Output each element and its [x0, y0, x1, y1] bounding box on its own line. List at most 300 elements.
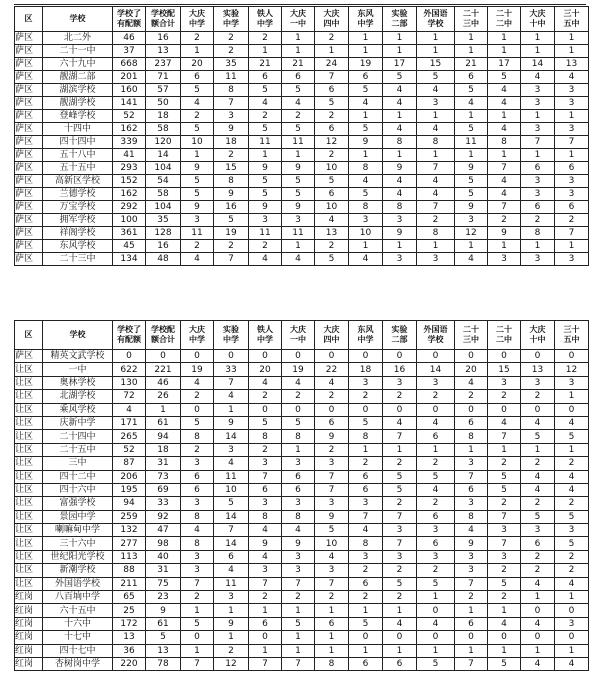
- value-cell: 6: [181, 483, 214, 496]
- value-cell: 0: [417, 631, 455, 644]
- district-cell: 让区: [15, 416, 43, 429]
- value-cell: 7: [488, 201, 521, 214]
- value-cell: 57: [146, 84, 181, 97]
- value-cell: 1: [383, 45, 417, 58]
- value-cell: 72: [113, 390, 146, 403]
- value-cell: 9: [455, 537, 488, 550]
- school-cell: 庆新中学: [43, 416, 113, 429]
- value-cell: 7: [249, 657, 282, 670]
- value-cell: 2: [349, 591, 383, 604]
- value-cell: 52: [113, 110, 146, 123]
- school-cell: 一中: [43, 363, 113, 376]
- district-cell: 让区: [15, 390, 43, 403]
- value-cell: 2: [249, 240, 282, 253]
- value-cell: 47: [146, 524, 181, 537]
- table-row: [15, 175, 589, 188]
- value-cell: 1: [521, 149, 555, 162]
- value-cell: 1: [181, 149, 214, 162]
- value-cell: 4: [555, 470, 589, 483]
- value-cell: 3: [488, 253, 521, 266]
- district-cell: 让区: [15, 524, 43, 537]
- value-cell: 361: [113, 227, 146, 240]
- value-cell: 7: [455, 577, 488, 590]
- value-cell: 1: [555, 390, 589, 403]
- value-cell: 9: [249, 201, 282, 214]
- value-cell: 6: [181, 71, 214, 84]
- value-cell: 2: [555, 214, 589, 227]
- school-cell: 兰德学校: [43, 188, 113, 201]
- value-cell: 6: [521, 537, 555, 550]
- value-cell: 13: [146, 644, 181, 657]
- value-cell: 1: [349, 644, 383, 657]
- value-cell: 1: [488, 443, 521, 456]
- value-cell: 1: [488, 45, 521, 58]
- table-header-row: [15, 7, 589, 32]
- school-cell: 三十六中: [43, 537, 113, 550]
- value-cell: 3: [282, 550, 315, 563]
- school-cell: 北二外: [43, 32, 113, 45]
- value-cell: 265: [113, 430, 146, 443]
- value-cell: 5: [383, 71, 417, 84]
- value-cell: 2: [181, 240, 214, 253]
- value-cell: 11: [282, 136, 315, 149]
- value-cell: 3: [521, 524, 555, 537]
- value-cell: 5: [315, 175, 349, 188]
- value-cell: 4: [315, 550, 349, 563]
- value-cell: 26: [146, 390, 181, 403]
- value-cell: 0: [417, 604, 455, 617]
- table-row: [15, 524, 589, 537]
- value-cell: 0: [555, 350, 589, 363]
- value-cell: 7: [488, 510, 521, 523]
- column-header: 大庆 四中: [315, 7, 349, 32]
- value-cell: 7: [555, 136, 589, 149]
- value-cell: 13: [113, 631, 146, 644]
- value-cell: 11: [214, 470, 249, 483]
- column-header: 实验 二部: [383, 321, 417, 350]
- district-cell: 让区: [15, 497, 43, 510]
- column-header: 学校: [43, 321, 113, 350]
- value-cell: 5: [521, 430, 555, 443]
- value-cell: 0: [249, 403, 282, 416]
- value-cell: 6: [417, 430, 455, 443]
- value-cell: 35: [214, 58, 249, 71]
- value-cell: 8: [315, 657, 349, 670]
- value-cell: 3: [521, 253, 555, 266]
- district-cell: 萨区: [15, 97, 43, 110]
- value-cell: 5: [417, 577, 455, 590]
- value-cell: 4: [488, 175, 521, 188]
- value-cell: 1: [249, 604, 282, 617]
- value-cell: 4: [488, 617, 521, 630]
- school-cell: 精英文武学校: [43, 350, 113, 363]
- value-cell: 4: [214, 457, 249, 470]
- value-cell: 2: [315, 390, 349, 403]
- value-cell: 19: [349, 58, 383, 71]
- value-cell: 35: [146, 214, 181, 227]
- value-cell: 4: [455, 253, 488, 266]
- value-cell: 668: [113, 58, 146, 71]
- value-cell: 6: [521, 201, 555, 214]
- value-cell: 0: [521, 403, 555, 416]
- table-row: [15, 617, 589, 630]
- value-cell: 5: [383, 470, 417, 483]
- value-cell: 1: [349, 110, 383, 123]
- value-cell: 5: [249, 416, 282, 429]
- value-cell: 22: [315, 363, 349, 376]
- value-cell: 0: [555, 403, 589, 416]
- value-cell: 73: [146, 470, 181, 483]
- value-cell: 16: [383, 363, 417, 376]
- table-row: [15, 227, 589, 240]
- value-cell: 6: [282, 483, 315, 496]
- value-cell: 0: [383, 631, 417, 644]
- school-cell: 五十五中: [43, 162, 113, 175]
- value-cell: 9: [282, 201, 315, 214]
- value-cell: 8: [417, 227, 455, 240]
- value-cell: 3: [282, 497, 315, 510]
- value-cell: 2: [488, 457, 521, 470]
- value-cell: 221: [146, 363, 181, 376]
- column-header: 区: [15, 321, 43, 350]
- column-header: 二十 二中: [488, 7, 521, 32]
- value-cell: 3: [455, 550, 488, 563]
- value-cell: 1: [555, 240, 589, 253]
- district-cell: 萨区: [15, 188, 43, 201]
- value-cell: 3: [417, 376, 455, 389]
- value-cell: 3: [282, 457, 315, 470]
- value-cell: 5: [181, 617, 214, 630]
- school-cell: 六十九中: [43, 58, 113, 71]
- value-cell: 5: [555, 510, 589, 523]
- value-cell: 1: [488, 240, 521, 253]
- value-cell: 132: [113, 524, 146, 537]
- school-cell: 世纪阳光学校: [43, 550, 113, 563]
- table-row: [15, 253, 589, 266]
- value-cell: 0: [181, 350, 214, 363]
- value-cell: 4: [555, 577, 589, 590]
- value-cell: 2: [488, 564, 521, 577]
- value-cell: 0: [417, 403, 455, 416]
- value-cell: 3: [488, 376, 521, 389]
- value-cell: 5: [249, 175, 282, 188]
- value-cell: 3: [488, 524, 521, 537]
- value-cell: 3: [417, 550, 455, 563]
- value-cell: 3: [349, 497, 383, 510]
- value-cell: 0: [383, 403, 417, 416]
- value-cell: 3: [521, 188, 555, 201]
- school-cell: 十七中: [43, 631, 113, 644]
- value-cell: 7: [417, 201, 455, 214]
- value-cell: 46: [146, 376, 181, 389]
- value-cell: 3: [521, 123, 555, 136]
- value-cell: 17: [383, 58, 417, 71]
- value-cell: 2: [181, 591, 214, 604]
- school-cell: 外国语学校: [43, 577, 113, 590]
- value-cell: 3: [249, 457, 282, 470]
- value-cell: 16: [146, 32, 181, 45]
- value-cell: 4: [349, 524, 383, 537]
- value-cell: 3: [455, 214, 488, 227]
- value-cell: 2: [315, 32, 349, 45]
- value-cell: 14: [214, 537, 249, 550]
- value-cell: 8: [349, 430, 383, 443]
- value-cell: 3: [383, 253, 417, 266]
- value-cell: 1: [521, 644, 555, 657]
- value-cell: 25: [113, 604, 146, 617]
- value-cell: 21: [455, 58, 488, 71]
- school-cell: 六十五中: [43, 604, 113, 617]
- value-cell: 8: [455, 430, 488, 443]
- district-cell: 萨区: [15, 175, 43, 188]
- value-cell: 1: [214, 604, 249, 617]
- value-cell: 8: [349, 537, 383, 550]
- value-cell: 7: [315, 470, 349, 483]
- district-cell: 让区: [15, 443, 43, 456]
- value-cell: 1: [349, 45, 383, 58]
- table-row: [15, 457, 589, 470]
- value-cell: 0: [315, 350, 349, 363]
- value-cell: 13: [555, 58, 589, 71]
- value-cell: 1: [181, 45, 214, 58]
- value-cell: 7: [521, 136, 555, 149]
- table-row: [15, 350, 589, 363]
- value-cell: 5: [249, 84, 282, 97]
- district-cell: 让区: [15, 577, 43, 590]
- value-cell: 9: [214, 617, 249, 630]
- table-body: [15, 350, 589, 671]
- school-cell: 万宝学校: [43, 201, 113, 214]
- value-cell: 0: [181, 631, 214, 644]
- value-cell: 1: [315, 604, 349, 617]
- value-cell: 2: [181, 443, 214, 456]
- value-cell: 9: [315, 430, 349, 443]
- value-cell: 4: [282, 524, 315, 537]
- value-cell: 1: [282, 149, 315, 162]
- value-cell: 160: [113, 84, 146, 97]
- value-cell: 2: [315, 110, 349, 123]
- value-cell: 0: [113, 350, 146, 363]
- value-cell: 1: [455, 32, 488, 45]
- quota-table-1: [14, 6, 589, 266]
- school-cell: 湖滨学校: [43, 84, 113, 97]
- value-cell: 11: [455, 136, 488, 149]
- value-cell: 1: [488, 110, 521, 123]
- value-cell: 5: [249, 123, 282, 136]
- value-cell: 0: [282, 403, 315, 416]
- value-cell: 0: [455, 631, 488, 644]
- column-header: 学校配 额合计: [146, 321, 181, 350]
- value-cell: 1: [521, 32, 555, 45]
- value-cell: 2: [315, 591, 349, 604]
- district-cell: 萨区: [15, 110, 43, 123]
- value-cell: 33: [146, 497, 181, 510]
- value-cell: 3: [555, 123, 589, 136]
- column-header: 学校: [43, 7, 113, 32]
- value-cell: 5: [315, 253, 349, 266]
- value-cell: 2: [214, 149, 249, 162]
- value-cell: 141: [113, 97, 146, 110]
- value-cell: 4: [521, 71, 555, 84]
- value-cell: 7: [383, 510, 417, 523]
- value-cell: 7: [455, 470, 488, 483]
- value-cell: 6: [315, 188, 349, 201]
- value-cell: 9: [282, 162, 315, 175]
- value-cell: 3: [214, 443, 249, 456]
- value-cell: 237: [146, 58, 181, 71]
- column-header: 二十 三中: [455, 321, 488, 350]
- value-cell: 220: [113, 657, 146, 670]
- value-cell: 3: [181, 564, 214, 577]
- value-cell: 134: [113, 253, 146, 266]
- value-cell: 1: [488, 32, 521, 45]
- value-cell: 1: [282, 240, 315, 253]
- value-cell: 10: [214, 483, 249, 496]
- table-header-row: [15, 321, 589, 350]
- value-cell: 14: [417, 363, 455, 376]
- value-cell: 1: [417, 644, 455, 657]
- value-cell: 5: [488, 657, 521, 670]
- value-cell: 1: [282, 443, 315, 456]
- value-cell: 31: [146, 457, 181, 470]
- value-cell: 3: [488, 550, 521, 563]
- value-cell: 0: [214, 350, 249, 363]
- value-cell: 21: [282, 58, 315, 71]
- table-body: [15, 32, 589, 266]
- value-cell: 2: [417, 457, 455, 470]
- value-cell: 4: [455, 524, 488, 537]
- school-cell: 八百垧中学: [43, 591, 113, 604]
- value-cell: 2: [488, 214, 521, 227]
- value-cell: 1: [146, 403, 181, 416]
- value-cell: 3: [417, 253, 455, 266]
- value-cell: 0: [349, 631, 383, 644]
- value-cell: 1: [349, 240, 383, 253]
- value-cell: 0: [349, 403, 383, 416]
- value-cell: 7: [349, 510, 383, 523]
- value-cell: 1: [521, 443, 555, 456]
- district-cell: 红岗: [15, 644, 43, 657]
- value-cell: 1: [417, 110, 455, 123]
- value-cell: 1: [555, 45, 589, 58]
- value-cell: 5: [181, 416, 214, 429]
- value-cell: 4: [383, 123, 417, 136]
- value-cell: 8: [282, 430, 315, 443]
- column-header: 大庆 中学: [181, 7, 214, 32]
- value-cell: 7: [282, 577, 315, 590]
- school-cell: 乘风学校: [43, 403, 113, 416]
- value-cell: 5: [181, 84, 214, 97]
- district-cell: 萨区: [15, 45, 43, 58]
- column-header: 大庆 中学: [181, 321, 214, 350]
- value-cell: 292: [113, 201, 146, 214]
- value-cell: 5: [282, 188, 315, 201]
- school-cell: 四十二中: [43, 470, 113, 483]
- value-cell: 7: [555, 227, 589, 240]
- district-cell: 让区: [15, 510, 43, 523]
- value-cell: 0: [282, 350, 315, 363]
- value-cell: 5: [282, 84, 315, 97]
- value-cell: 20: [455, 363, 488, 376]
- table-row: [15, 644, 589, 657]
- value-cell: 162: [113, 188, 146, 201]
- school-cell: 登峰学校: [43, 110, 113, 123]
- value-cell: 11: [214, 577, 249, 590]
- district-cell: 让区: [15, 564, 43, 577]
- value-cell: 9: [214, 188, 249, 201]
- value-cell: 4: [417, 416, 455, 429]
- column-header: 区: [15, 7, 43, 32]
- value-cell: 211: [113, 577, 146, 590]
- value-cell: 3: [383, 214, 417, 227]
- value-cell: 5: [417, 470, 455, 483]
- value-cell: 4: [282, 253, 315, 266]
- value-cell: 8: [181, 537, 214, 550]
- value-cell: 1: [455, 110, 488, 123]
- value-cell: 622: [113, 363, 146, 376]
- value-cell: 11: [249, 136, 282, 149]
- value-cell: 8: [383, 136, 417, 149]
- value-cell: 4: [417, 123, 455, 136]
- value-cell: 152: [113, 175, 146, 188]
- value-cell: 5: [349, 123, 383, 136]
- value-cell: 2: [488, 591, 521, 604]
- value-cell: 9: [455, 201, 488, 214]
- district-cell: 让区: [15, 403, 43, 416]
- value-cell: 5: [488, 483, 521, 496]
- value-cell: 0: [521, 350, 555, 363]
- value-cell: 1: [249, 644, 282, 657]
- value-cell: 1: [349, 149, 383, 162]
- value-cell: 7: [417, 162, 455, 175]
- value-cell: 4: [488, 84, 521, 97]
- value-cell: 58: [146, 123, 181, 136]
- value-cell: 5: [349, 617, 383, 630]
- value-cell: 4: [555, 416, 589, 429]
- value-cell: 172: [113, 617, 146, 630]
- value-cell: 10: [181, 136, 214, 149]
- value-cell: 9: [249, 537, 282, 550]
- value-cell: 13: [521, 363, 555, 376]
- value-cell: 9: [181, 201, 214, 214]
- table-row: [15, 430, 589, 443]
- column-header: 学校配 额合计: [146, 7, 181, 32]
- value-cell: 6: [315, 123, 349, 136]
- value-cell: 7: [214, 376, 249, 389]
- value-cell: 0: [417, 350, 455, 363]
- value-cell: 5: [383, 483, 417, 496]
- value-cell: 2: [282, 110, 315, 123]
- value-cell: 9: [383, 227, 417, 240]
- value-cell: 3: [181, 497, 214, 510]
- school-cell: 十六中: [43, 617, 113, 630]
- value-cell: 2: [521, 550, 555, 563]
- school-cell: 北湖学校: [43, 390, 113, 403]
- district-cell: 让区: [15, 537, 43, 550]
- school-cell: 四十四中: [43, 136, 113, 149]
- value-cell: 6: [349, 577, 383, 590]
- value-cell: 6: [282, 470, 315, 483]
- value-cell: 1: [249, 149, 282, 162]
- value-cell: 9: [249, 162, 282, 175]
- value-cell: 13: [315, 227, 349, 240]
- value-cell: 4: [249, 97, 282, 110]
- value-cell: 5: [349, 416, 383, 429]
- value-cell: 4: [521, 483, 555, 496]
- value-cell: 4: [555, 657, 589, 670]
- value-cell: 113: [113, 550, 146, 563]
- column-header: 大庆 四中: [315, 321, 349, 350]
